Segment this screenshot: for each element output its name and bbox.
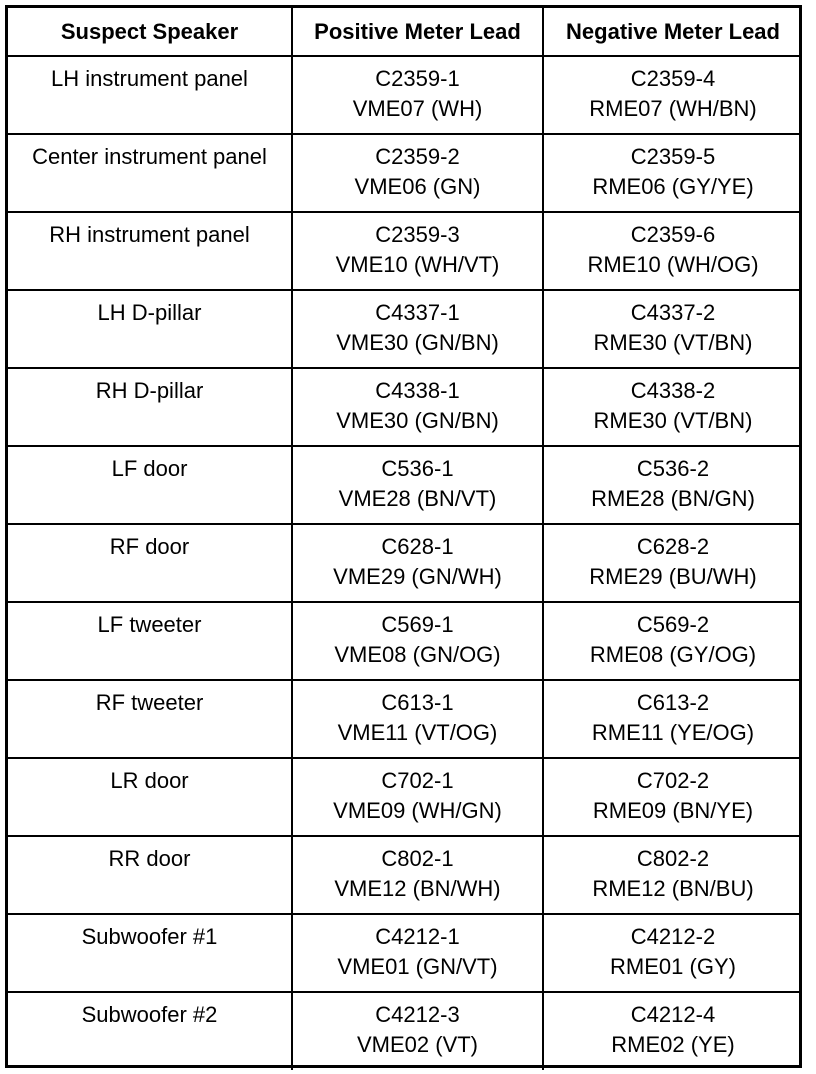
header-suspect-speaker: Suspect Speaker [8,8,292,56]
negative-circuit-wire-color: RME06 (GY/YE) [592,174,754,199]
header-positive-meter-lead: Positive Meter Lead [292,8,543,56]
table-row [8,446,802,524]
suspect-speaker-label: RR door [108,846,191,871]
suspect-speaker-label: RF tweeter [95,690,204,715]
negative-circuit-wire-color: RME30 (VT/BN) [593,330,753,355]
negative-connector-pin: C2359-4 [630,66,716,91]
negative-circuit-wire-color: RME11 (YE/OG) [591,720,755,745]
positive-circuit-wire-color: VME30 (GN/BN) [336,330,499,355]
suspect-speaker-label: LF tweeter [97,612,202,637]
positive-circuit-wire-color: VME29 (GN/WH) [333,564,502,589]
suspect-speaker-cell [8,680,292,758]
suspect-speaker-label: RF door [109,534,190,559]
suspect-speaker-cell [8,446,292,524]
positive-circuit-wire-color: VME10 (WH/VT) [335,252,500,277]
header-negative-meter-lead: Negative Meter Lead [543,8,802,56]
positive-meter-lead-cell [292,290,543,368]
negative-meter-lead-cell [543,602,802,680]
negative-connector-pin: C4212-4 [630,1002,716,1027]
negative-connector-pin: C4337-2 [630,300,716,325]
positive-connector-pin: C702-1 [381,768,454,793]
negative-connector-pin: C2359-6 [630,222,716,247]
negative-connector-pin: C536-2 [636,456,710,481]
positive-meter-lead-cell [292,914,543,992]
table-row [8,56,802,134]
suspect-speaker-label: LH D-pillar [97,300,202,325]
table-row [8,290,802,368]
positive-circuit-wire-color: VME08 (GN/OG) [334,642,501,667]
negative-connector-pin: C628-2 [636,534,710,559]
positive-connector-pin: C4338-1 [375,378,460,403]
table-row [8,680,802,758]
positive-meter-lead-cell [292,758,543,836]
suspect-speaker-label: Subwoofer #1 [81,924,218,949]
suspect-speaker-cell [8,602,292,680]
table-row [8,914,802,992]
positive-connector-pin: C536-1 [381,456,454,481]
positive-circuit-wire-color: VME11 (VT/OG) [337,720,498,745]
negative-circuit-wire-color: RME10 (WH/OG) [587,252,759,277]
negative-meter-lead-cell [543,524,802,602]
positive-circuit-wire-color: VME12 (BN/WH) [334,876,501,901]
negative-connector-pin: C613-2 [636,690,710,715]
negative-meter-lead-cell [543,446,802,524]
negative-circuit-wire-color: RME12 (BN/BU) [592,876,754,901]
negative-circuit-wire-color: RME09 (BN/YE) [592,798,754,823]
positive-meter-lead-cell [292,446,543,524]
negative-circuit-wire-color: RME30 (VT/BN) [593,408,753,433]
suspect-speaker-cell [8,992,292,1070]
table-row [8,602,802,680]
negative-meter-lead-cell [543,134,802,212]
suspect-speaker-label: RH D-pillar [95,378,204,403]
positive-connector-pin: C802-1 [381,846,454,871]
positive-meter-lead-cell [292,212,543,290]
negative-connector-pin: C4212-2 [630,924,716,949]
negative-meter-lead-cell [543,368,802,446]
positive-connector-pin: C613-1 [381,690,454,715]
positive-meter-lead-cell [292,836,543,914]
negative-meter-lead-cell [543,992,802,1070]
suspect-speaker-label: LH instrument panel [51,66,248,91]
positive-meter-lead-cell [292,368,543,446]
suspect-speaker-cell [8,914,292,992]
negative-circuit-wire-color: RME01 (GY) [610,954,736,979]
suspect-speaker-label: LR door [110,768,189,793]
positive-connector-pin: C2359-3 [375,222,460,247]
negative-circuit-wire-color: RME29 (BU/WH) [589,564,757,589]
negative-connector-pin: C569-2 [636,612,710,637]
table-row [8,368,802,446]
negative-meter-lead-cell [543,680,802,758]
negative-connector-pin: C4338-2 [630,378,716,403]
suspect-speaker-label: RH instrument panel [49,222,250,247]
positive-meter-lead-cell [292,524,543,602]
positive-connector-pin: C4212-1 [375,924,460,949]
positive-circuit-wire-color: VME28 (BN/VT) [338,486,497,511]
suspect-speaker-cell [8,836,292,914]
suspect-speaker-cell [8,212,292,290]
suspect-speaker-label: Center instrument panel [32,144,267,169]
positive-circuit-wire-color: VME30 (GN/BN) [336,408,499,433]
table-header-row [8,8,802,56]
table-row [8,134,802,212]
table-row [8,992,802,1070]
positive-meter-lead-cell [292,680,543,758]
suspect-speaker-label: LF door [111,456,188,481]
table-row [8,212,802,290]
positive-connector-pin: C4212-3 [375,1002,460,1027]
table-body [8,56,802,1070]
positive-connector-pin: C569-1 [381,612,454,637]
negative-connector-pin: C2359-5 [630,144,716,169]
negative-meter-lead-cell [543,290,802,368]
negative-circuit-wire-color: RME02 (YE) [611,1032,735,1057]
negative-circuit-wire-color: RME07 (WH/BN) [589,96,757,121]
negative-circuit-wire-color: RME28 (BN/GN) [591,486,755,511]
suspect-speaker-cell [8,368,292,446]
positive-meter-lead-cell [292,134,543,212]
negative-connector-pin: C802-2 [636,846,710,871]
speaker-test-table [5,5,802,1068]
positive-connector-pin: C4337-1 [375,300,460,325]
negative-circuit-wire-color: RME08 (GY/OG) [589,642,757,667]
negative-meter-lead-cell [543,212,802,290]
positive-circuit-wire-color: VME07 (WH) [352,96,483,121]
positive-meter-lead-cell [292,56,543,134]
positive-meter-lead-cell [292,602,543,680]
suspect-speaker-cell [8,134,292,212]
positive-meter-lead-cell [292,992,543,1070]
negative-meter-lead-cell [543,914,802,992]
suspect-speaker-cell [8,56,292,134]
speaker-meter-lead-table [8,8,802,1070]
negative-meter-lead-cell [543,836,802,914]
positive-connector-pin: C628-1 [381,534,454,559]
table-row [8,836,802,914]
suspect-speaker-cell [8,290,292,368]
suspect-speaker-cell [8,758,292,836]
suspect-speaker-label: Subwoofer #2 [81,1002,218,1027]
table-row [8,758,802,836]
table-row [8,524,802,602]
positive-circuit-wire-color: VME06 (GN) [354,174,481,199]
negative-meter-lead-cell [543,758,802,836]
positive-connector-pin: C2359-2 [375,144,460,169]
positive-circuit-wire-color: VME02 (VT) [356,1032,479,1057]
positive-circuit-wire-color: VME01 (GN/VT) [337,954,498,979]
negative-connector-pin: C702-2 [636,768,710,793]
positive-connector-pin: C2359-1 [375,66,460,91]
suspect-speaker-cell [8,524,292,602]
positive-circuit-wire-color: VME09 (WH/GN) [333,798,502,823]
negative-meter-lead-cell [543,56,802,134]
